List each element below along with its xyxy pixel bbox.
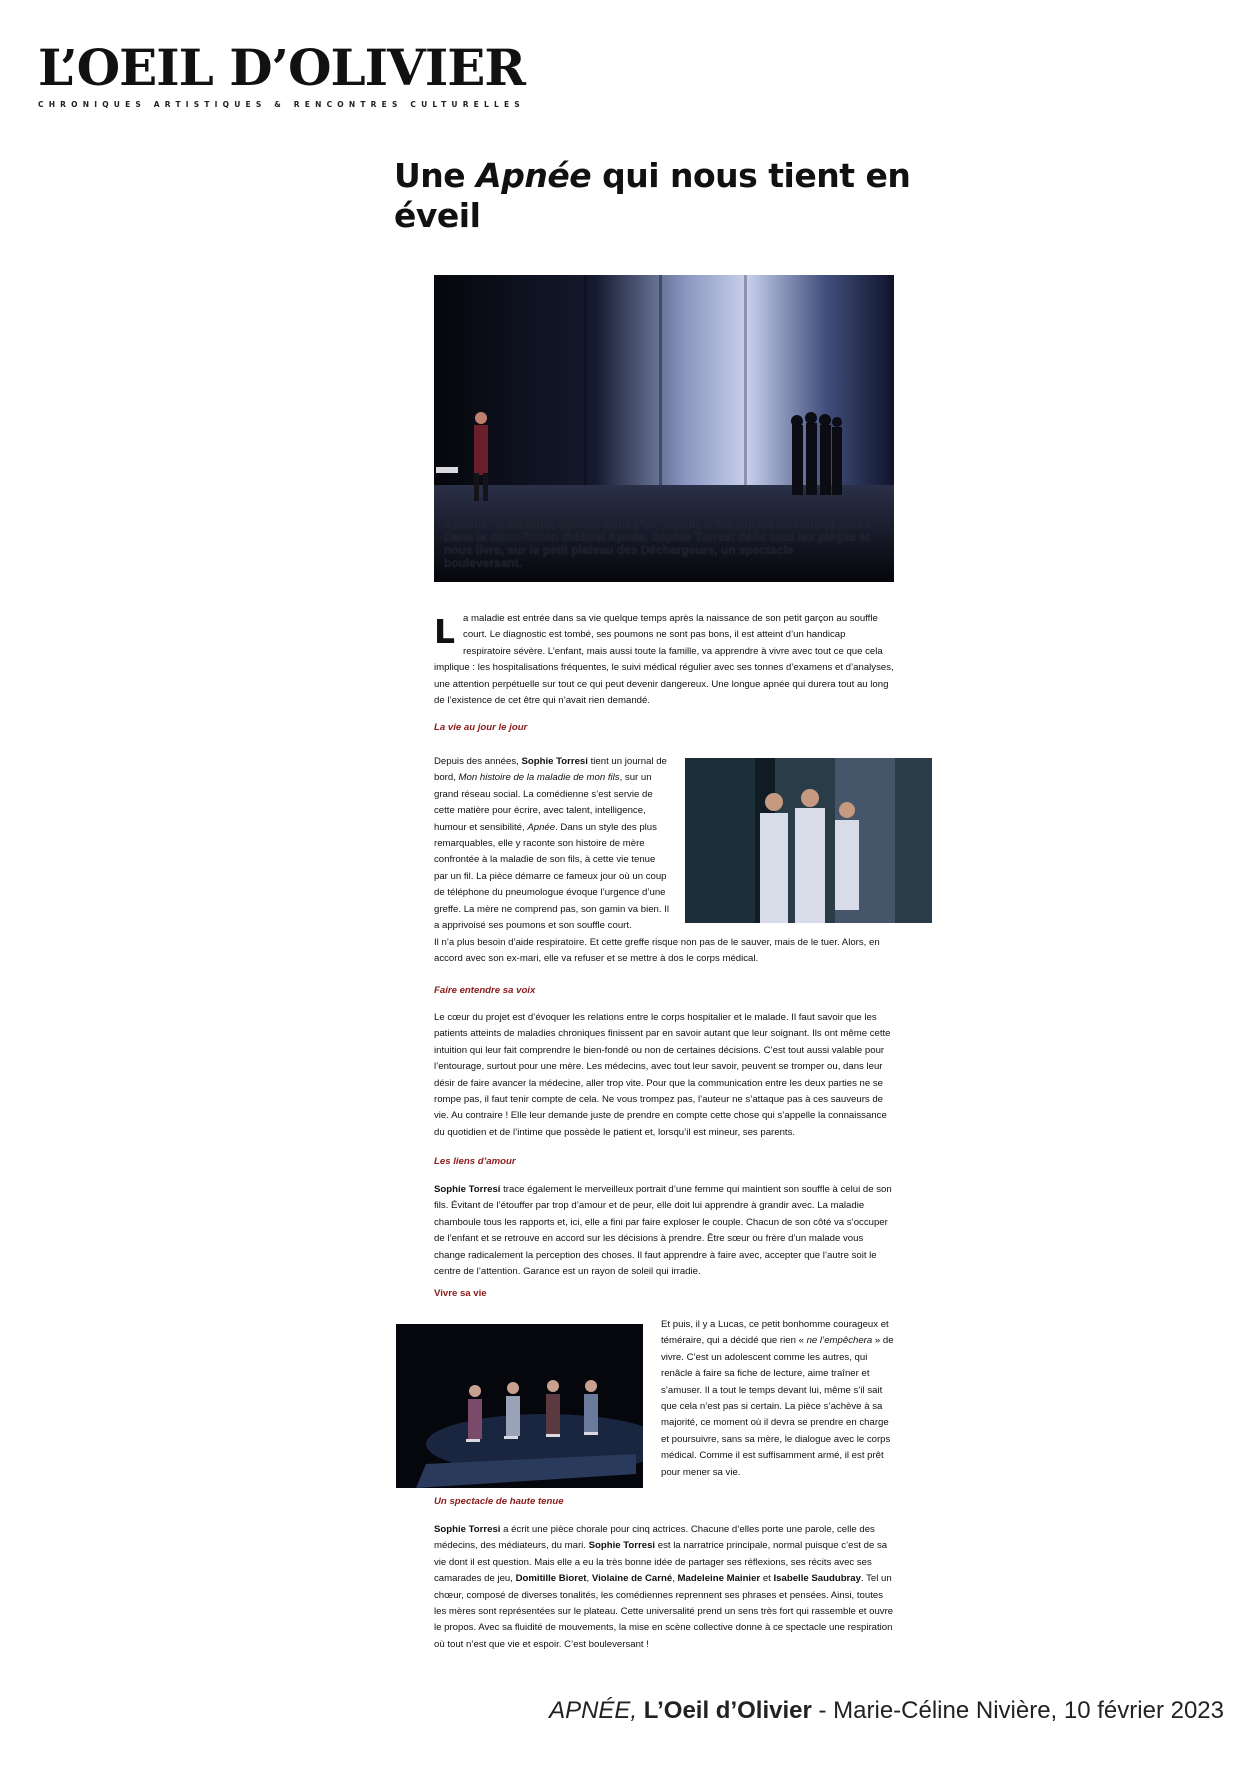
section5-paragraph: Sophie Torresi a écrit une pièce chorale pour cinq actrices. Chacune d’elles porte une parole, celle des médecins, des médiateurs, du mari. Sophie Torresi est la narratrice principale, normal puisque c’est de sa vie dont il est question. Mais elle a eu la très bonne idée de partager ses réflexions, ses récits avec ses camarades de jeu, Domitille Bioret, Violaine de Carné, Madeleine Mainier et Isabelle Saudubray. Tel un chœur, composé de diverses tonalités, les comédiennes reprennent ses phrases et pensées. Ainsi, toutes les mères sont représentées sur le plateau. Cette universalité prend un sens très fort qui rassemble et ouvre le propos. Avec sa fluidité de mouvements, la mise en scène collective donne à ce spectacle une respiration où tout n’est que vie et espoir. C’est bouleversant ! bbox=[434, 1524, 894, 1650]
intro-paragraph: La maladie est entrée dans sa vie quelque temps après la naissance de son petit garçon au souffle court. Le diagnostic est tombé, ses poumons ne sont pas bons, il est atteint d’un handicap respiratoire sévère. L’enfant, mais aussi toute la famille, va apprendre à vivre avec tout ce que cela implique : les hospitalisations fréquentes, le suivi médical régulier avec ses tonnes d’examens et d’analyses, une attention perpétuelle sur tout ce qui peut devenir dangereux. Une longue apnée qui durera tout au long de l’existence de cet être qui n’avait rien demandé. bbox=[434, 612, 894, 707]
hero-photo bbox=[434, 275, 894, 582]
stage-scene-illustration bbox=[396, 1324, 643, 1488]
actors-seated-photo bbox=[396, 1324, 643, 1488]
heading-un-spectacle-de-haute-tenue: Un spectacle de haute tenue bbox=[434, 1496, 564, 1507]
source-credit: APNÉE, L’Oeil d’Olivier - Marie-Céline Nivière, 10 février 2023 bbox=[549, 1697, 1224, 1724]
heading-vivre-sa-vie: Vivre sa vie bbox=[434, 1288, 487, 1299]
section2-paragraph: Le cœur du projet est d’évoquer les relations entre le corps hospitalier et le malade. Il faut savoir que les patients atteints de maladies chroniques finissent par en savoir autant que leur soignant. Ils ont même cette intuition qui leur fait comprendre le bien-fondé ou non de certaines décisions. C’est tout aussi valable pour l’entourage, surtout pour une mère. Les médecins, avec tout leur savoir, peuvent se tromper ou, dans leur désir de faire avancer la médecine, aller trop vite. Pour que la communication entre les deux parties ne se rompe pas, il faut tenir compte de cela. Ne vous trompez pas, l’auteur ne s’attaque pas à ces sauveurs de vie. Au contraire ! Elle leur demande juste de prendre en compte cette chose qui s’appelle la connaissance du quotidien et de l’intime que possède le patient et, lorsqu’il est mineur, ses parents. bbox=[434, 1012, 891, 1138]
section1-paragraph-cont: Il n’a plus besoin d’aide respiratoire. Et cette greffe risque non pas de le sauver, mais de le tuer. Alors, en accord avec son ex-mari, elle va refuser et se mettre à dos le corps médical. bbox=[434, 937, 880, 965]
site-tagline: CHRONIQUES ARTISTIQUES & RENCONTRES CULTURELLES bbox=[38, 100, 525, 109]
heading-les-liens-d-amour: Les liens d’amour bbox=[434, 1156, 516, 1167]
masthead bbox=[38, 38, 525, 109]
section3-paragraph: Sophie Torresi trace également le merveilleux portrait d’une femme qui maintient son souffle à celui de son fils. Évitant de l’étouffer par trop d’amour et de peur, elle doit lui apprendre à grandir avec. La maladie chamboule tous les rapports et, ici, elle a fini par faire exploser le couple. Chacun de son côté va s’occuper de l’enfant et se retrouve en accord sur les décisions à prendre. Être sœur ou frère d’un malade vous change radicalement la perception des choses. Il faut apprendre à faire avec, accepter que l’autre soit le centre de l’attention. Garance est un rayon de soleil qui irradie. bbox=[434, 1184, 892, 1278]
doctors-photo bbox=[685, 758, 932, 923]
section4-paragraph: Et puis, il y a Lucas, ce petit bonhomme courageux et téméraire, qui a décidé que rien « ne l’empêchera » de vivre. C’est un adolescent comme les autres, qui renâcle à faire sa fiche de lecture, aime traîner et s’amuser. Il a tout le temps devant lui, même s’il sait que cela n’est pas si certain. La pièce s’achève à sa majorité, ce moment où il devra se prendre en charge et poursuivre, sans sa mère, le dialogue avec le corps médical. Comme il est suffisamment armé, il est prêt pour mener sa vie. bbox=[661, 1319, 894, 1478]
stage-scene-illustration bbox=[685, 758, 932, 923]
heading-la-vie-au-jour-le-jour: La vie au jour le jour bbox=[434, 722, 528, 733]
section1-paragraph: Depuis des années, Sophie Torresi tient un journal de bord, Mon histoire de la maladie de mon fils, sur un grand réseau social. La comédienne s’est servie de cette matière pour écrire, avec talent, intelligence, humour et sensibilité, Apnée. Dans un style des plus remarquables, elle y raconte son histoire de mère confrontée à la maladie de son fils, à cette vie tenue par un fil. La pièce démarre ce fameux jour où un coup de téléphone du pneumologue évoque l’urgence d’une greffe. La mère ne comprend pas, son gamin va bien. Il a apprivoisé ses poumons et son souffle court. bbox=[434, 756, 670, 932]
hero-caption: Aborder la maladie, surtout celle d’un enfant, n’est jamais une chose aisée. Dans la docu-fiction théâtral Apnée, Sophie Torresi défie tous les pièges et nous livre, sur le petit plateau des Déchargeurs, un spectacle bouleversant. bbox=[444, 517, 873, 570]
heading-faire-entendre-sa-voix: Faire entendre sa voix bbox=[434, 985, 536, 996]
article-title: Une Apnée qui nous tient en éveil bbox=[394, 156, 911, 235]
drop-cap: L bbox=[434, 612, 456, 651]
site-logo[interactable]: L’OEIL D’OLIVIER bbox=[38, 38, 525, 97]
